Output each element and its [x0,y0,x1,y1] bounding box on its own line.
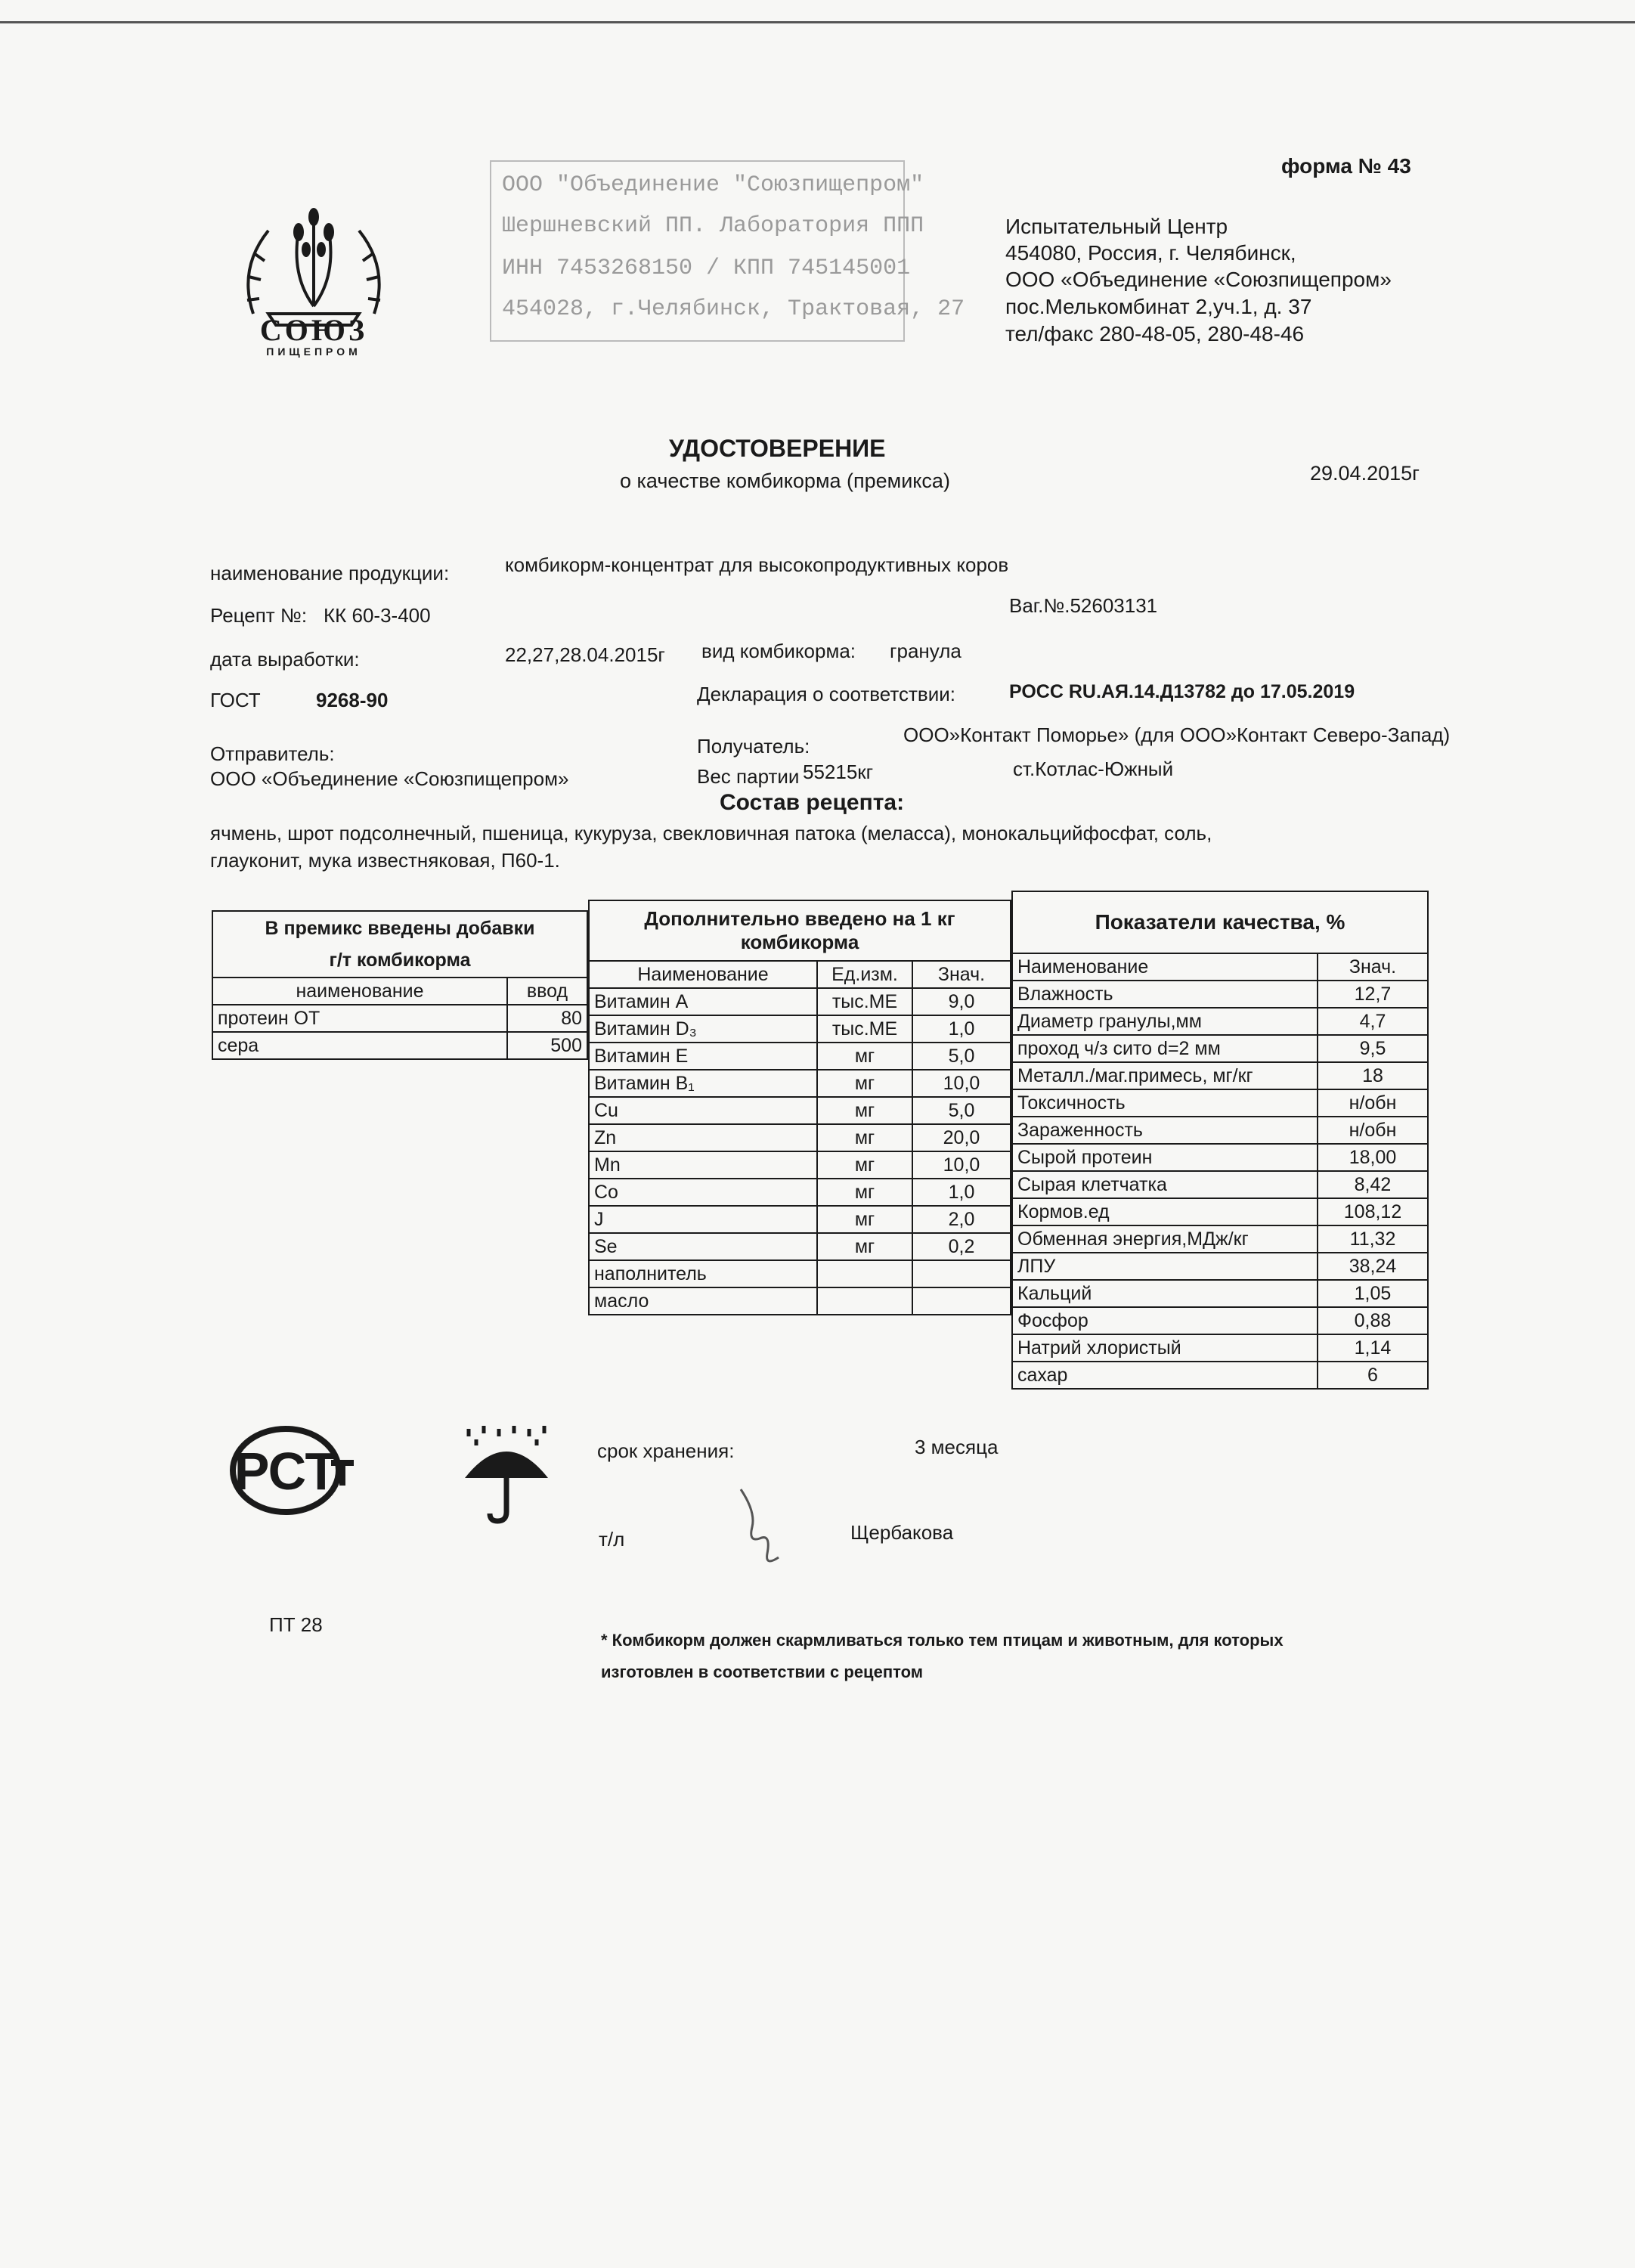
batch-weight-label: Вес партии [697,765,800,788]
added-value: 1,0 [912,1179,1011,1206]
added-name: Cu [589,1097,817,1124]
document-subtitle: о качестве комбикорма (премикса) [620,469,950,492]
added-unit: мг [817,1233,912,1260]
table-row [1012,1362,1428,1389]
feed-type-label: вид комбикорма: [701,640,856,662]
table-row [1012,1171,1428,1198]
table-row [1012,1253,1428,1280]
composition-line: глауконит, мука известняковая, П60-1. [210,849,560,872]
stamp-line: Шершневский ПП. Лаборатория ППП [502,213,924,239]
table-row [212,1032,587,1059]
added-name: Co [589,1179,817,1206]
logo-word: СОЮЗ [259,313,368,347]
premix-name: сера [212,1032,507,1059]
quality-table [1011,891,1429,1390]
quality-name: Диаметр гранулы,мм [1012,1008,1318,1035]
pct-certification-icon [225,1418,369,1523]
quality-value: н/обн [1318,1089,1428,1117]
table-row [589,1260,1011,1287]
premix-value: 500 [507,1032,587,1059]
quality-value: 8,42 [1318,1171,1428,1198]
added-unit: мг [817,1124,912,1151]
signer-name: Щербакова [850,1521,954,1544]
production-date-value: 22,27,28.04.2015г [505,643,665,666]
quality-name: Кальций [1012,1280,1318,1307]
quality-name: проход ч/з сито d=2 мм [1012,1035,1318,1062]
added-name: масло [589,1287,817,1315]
quality-value: 108,12 [1318,1198,1428,1225]
added-header: Дополнительно введено на 1 кг комбикорма [589,900,1011,961]
premix-name: протеин ОТ [212,1005,507,1032]
stamp-line: ООО "Объединение "Союзпищепром" [502,172,924,198]
table-row [589,1070,1011,1097]
quality-value: 38,24 [1318,1253,1428,1280]
quality-name: Сырой протеин [1012,1144,1318,1171]
added-unit: мг [817,1070,912,1097]
table-row [589,1151,1011,1179]
storage-value: 3 месяца [915,1436,999,1458]
product-label: наименование продукции: [210,562,450,584]
quality-value: 4,7 [1318,1008,1428,1035]
keep-dry-umbrella-icon [454,1421,559,1527]
added-value [912,1287,1011,1315]
added-value: 5,0 [912,1097,1011,1124]
added-unit: мг [817,1097,912,1124]
footnote-line: * Комбикорм должен скармливаться только тем птицам и животным, для которых [601,1631,1284,1650]
quality-value: 12,7 [1318,981,1428,1008]
table-row [589,1015,1011,1043]
document-date: 29.04.2015г [1310,462,1420,485]
top-rule [0,21,1635,23]
quality-name: Сырая клетчатка [1012,1171,1318,1198]
table-row [1012,1307,1428,1334]
document-title: УДОСТОВЕРЕНИЕ [669,435,886,462]
added-unit [817,1287,912,1315]
quality-value: 6 [1318,1362,1428,1389]
recipient-label: Получатель: [697,735,810,758]
quality-name: Влажность [1012,981,1318,1008]
quality-name: Обменная энергия,МДж/кг [1012,1225,1318,1253]
table-row [1012,1035,1428,1062]
quality-name: Токсичность [1012,1089,1318,1117]
stamp-line: 454028, г.Челябинск, Трактовая, 27 [502,296,965,322]
station: ст.Котлас-Южный [1013,758,1174,780]
added-name: Витамин Е [589,1043,817,1070]
quality-value: 0,88 [1318,1307,1428,1334]
sender-value: ООО «Объединение «Союзпищепром» [210,767,569,790]
recipe-value: КК 60-3-400 [324,604,431,627]
added-name: Mn [589,1151,817,1179]
quality-col-value: Знач. [1318,953,1428,981]
quality-header: Показатели качества, % [1012,891,1428,953]
quality-value: 18 [1318,1062,1428,1089]
issuer-line: Испытательный Центр [1005,215,1228,238]
form-number: форма № 43 [1281,154,1411,178]
issuer-line: ООО «Объединение «Союзпищепром» [1005,268,1392,291]
issuer-line: 454080, Россия, г. Челябинск, [1005,241,1296,265]
premix-header-line: В премикс введены добавки [265,917,535,939]
table-row [1012,1062,1428,1089]
added-value: 2,0 [912,1206,1011,1233]
added-value: 9,0 [912,988,1011,1015]
product-value: комбикорм-концентрат для высокопродуктивных коров [505,553,1009,576]
quality-value: 1,05 [1318,1280,1428,1307]
quality-name: Натрий хлористый [1012,1334,1318,1362]
added-name: Zn [589,1124,817,1151]
quality-value: 9,5 [1318,1035,1428,1062]
table-row [589,1097,1011,1124]
pct-mark-text: РСТ [234,1442,338,1501]
table-row [1012,1280,1428,1307]
quality-value: 11,32 [1318,1225,1428,1253]
table-row [1012,1225,1428,1253]
tl-label: т/л [599,1528,625,1551]
quality-name: Металл./маг.примесь, мг/кг [1012,1062,1318,1089]
production-date-label: дата выработки: [210,648,360,671]
added-value: 0,2 [912,1233,1011,1260]
gost-label: ГОСТ [210,689,261,711]
feed-type-value: гранула [890,640,961,662]
table-row [1012,1008,1428,1035]
issuer-line: пос.Мелькомбинат 2,уч.1, д. 37 [1005,295,1312,318]
storage-label: срок хранения: [597,1439,735,1462]
added-unit: мг [817,1206,912,1233]
added-col-unit: Ед.изм. [817,961,912,988]
quality-name: ЛПУ [1012,1253,1318,1280]
table-row [589,1206,1011,1233]
footnote-line: изготовлен в соответствии с рецептом [601,1662,924,1681]
added-value: 10,0 [912,1151,1011,1179]
quality-name: Кормов.ед [1012,1198,1318,1225]
added-value: 5,0 [912,1043,1011,1070]
premix-col-input: ввод [507,978,587,1005]
composition-line: ячмень, шрот подсолнечный, пшеница, кукуруза, свекловичная патока (меласса), монокальцийфосфат, соль, [210,822,1212,844]
premix-header [212,911,587,978]
table-row [1012,1117,1428,1144]
table-row [589,1124,1011,1151]
added-name: Витамин В₁ [589,1070,817,1097]
added-value: 1,0 [912,1015,1011,1043]
table-row [589,1233,1011,1260]
sender-label: Отправитель: [210,742,335,765]
wagon-number: Ваг.№.52603131 [1009,594,1158,617]
added-unit: мг [817,1179,912,1206]
added-value: 20,0 [912,1124,1011,1151]
table-row [589,1179,1011,1206]
gost-value: 9268-90 [316,689,389,711]
added-unit: тыс.МЕ [817,1015,912,1043]
table-row [1012,1144,1428,1171]
added-name: Витамин D₃ [589,1015,817,1043]
quality-name: Фосфор [1012,1307,1318,1334]
table-row [1012,1334,1428,1362]
table-row [589,1287,1011,1315]
stamp-line: ИНН 7453268150 / КПП 745145001 [502,256,911,281]
added-name: наполнитель [589,1260,817,1287]
composition-title: Состав рецепта: [720,790,905,815]
added-name: Se [589,1233,817,1260]
quality-value: н/обн [1318,1117,1428,1144]
premix-value: 80 [507,1005,587,1032]
added-name: J [589,1206,817,1233]
quality-value: 1,14 [1318,1334,1428,1362]
added-unit: мг [817,1151,912,1179]
laboratory-stamp [490,160,965,342]
premix-header-line: г/т комбикорма [329,950,471,971]
added-name: Витамин А [589,988,817,1015]
premix-table [212,910,588,1060]
added-col-name: Наименование [589,961,817,988]
table-row [589,1043,1011,1070]
recipe-label: Рецепт №: [210,604,308,627]
added-unit: тыс.МЕ [817,988,912,1015]
issuer-line: тел/факс 280-48-05, 280-48-46 [1005,322,1305,345]
declaration-label: Декларация о соответствии: [697,683,955,705]
table-row [1012,981,1428,1008]
added-unit: мг [817,1043,912,1070]
batch-weight-value: 55215кг [803,761,874,783]
quality-name: Зараженность [1012,1117,1318,1144]
added-value: 10,0 [912,1070,1011,1097]
added-table [588,900,1011,1315]
added-unit [817,1260,912,1287]
table-row [1012,1089,1428,1117]
signature-icon [726,1482,824,1572]
recipient-value: ООО»Контакт Поморье» (для ООО»Контакт Северо-Запад) [903,723,1451,746]
quality-name: сахар [1012,1362,1318,1389]
table-row [1012,1198,1428,1225]
logo-subtitle: ПИЩЕПРОМ [266,345,361,358]
premix-col-name: наименование [212,978,507,1005]
quality-col-name: Наименование [1012,953,1318,981]
declaration-value: РОСС RU.АЯ.14.Д13782 до 17.05.2019 [1009,681,1355,702]
pt-code: ПТ 28 [269,1613,323,1636]
added-col-value: Знач. [912,961,1011,988]
table-row [589,988,1011,1015]
added-value [912,1260,1011,1287]
table-row [212,1005,587,1032]
quality-value: 18,00 [1318,1144,1428,1171]
